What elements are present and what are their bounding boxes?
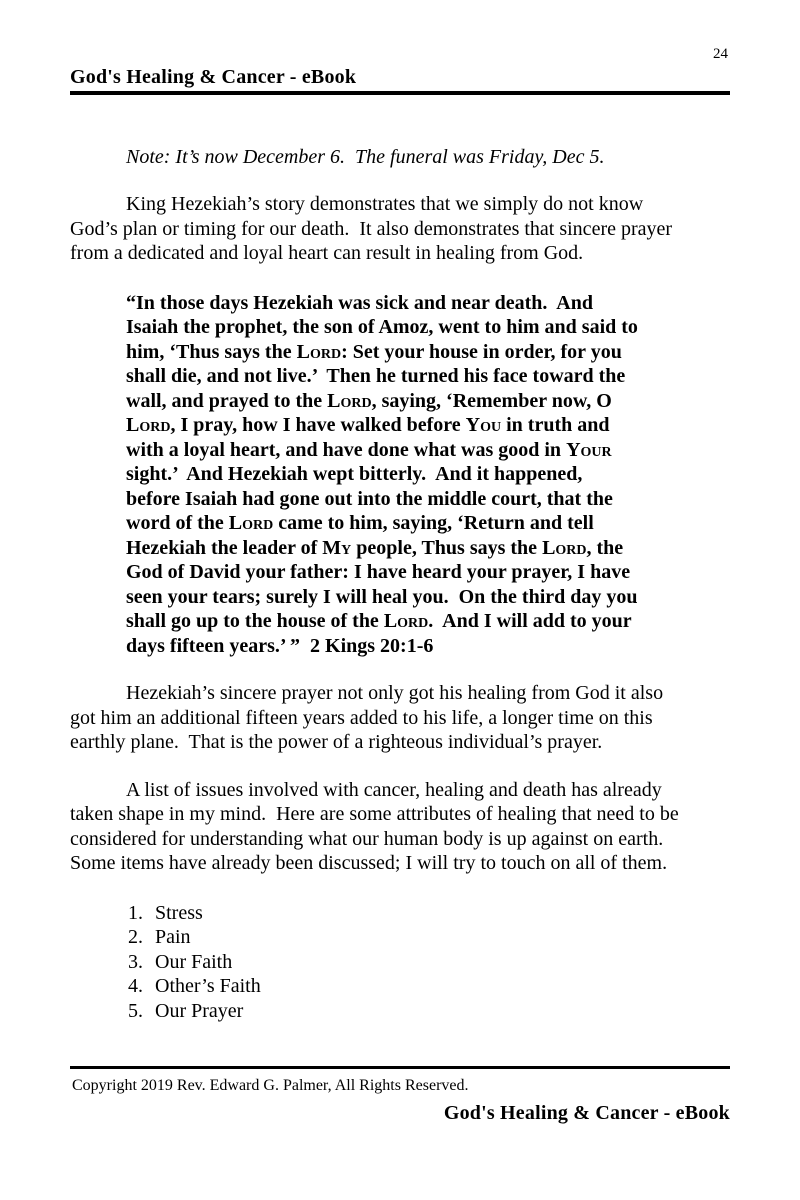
footer-rule: [70, 1066, 730, 1069]
page-footer: [70, 1066, 730, 1125]
smallcaps-word: You: [465, 414, 502, 436]
paragraph-line: God’s plan or timing for our death. It also demonstrates that sincere prayer: [70, 217, 673, 240]
list-item: [128, 950, 730, 975]
note-line: Note: It’s now December 6. The funeral was Friday, Dec 5.: [126, 146, 605, 168]
scripture-quote: [70, 291, 730, 659]
quote-line: Lord, I pray, how I have walked before You in truth and: [126, 414, 610, 436]
copyright-notice: Copyright 2019 Rev. Edward G. Palmer, All Rights Reserved.: [72, 1077, 469, 1094]
paragraph: [70, 681, 730, 755]
list-item-number: 4.: [128, 975, 143, 997]
smallcaps-word: Lord: [228, 512, 274, 534]
list-item-label: Other’s Faith: [155, 975, 261, 997]
list-item: [128, 925, 730, 950]
list-item-number: 1.: [128, 901, 143, 924]
list-item-label: Stress: [155, 901, 203, 924]
quote-line: word of the Lord came to him, saying, ‘Return and tell: [126, 512, 594, 534]
attributes-list: [70, 901, 730, 1024]
paragraph-line: Hezekiah’s sincere prayer not only got his healing from God it also: [126, 682, 664, 704]
paragraph-line: A list of issues involved with cancer, healing and death has already: [126, 778, 662, 801]
quote-line: God of David your father: I have heard your prayer, I have: [126, 561, 631, 583]
list-item: [128, 999, 730, 1024]
list-item: [128, 974, 730, 999]
quote-line: seen your tears; surely I will heal you. On the third day you: [126, 585, 638, 608]
list-item-number: 2.: [128, 926, 143, 948]
paragraph-line: King Hezekiah’s story demonstrates that we simply do not know: [126, 193, 644, 215]
list-item-number: 3.: [128, 950, 143, 973]
smallcaps-word: Lord: [327, 389, 372, 412]
quote-line: days fifteen years.’ ” 2 Kings 20:1-6: [126, 634, 434, 657]
quote-line: with a loyal heart, and have done what was good in Your: [126, 438, 612, 461]
list-item-label: Pain: [155, 926, 191, 948]
smallcaps-word: My: [322, 536, 352, 559]
quote-line: Hezekiah the leader of My people, Thus says the Lord, the: [126, 536, 624, 559]
quote-line: “In those days Hezekiah was sick and near death. And: [126, 291, 593, 314]
quote-line: shall die, and not live.’ Then he turned his face toward the: [126, 365, 626, 387]
paragraph-line: earthly plane. That is the power of a righteous individual’s prayer.: [70, 731, 603, 753]
paragraph: [70, 778, 730, 876]
paragraph-line: taken shape in my mind. Here are some attributes of healing that need to be: [70, 803, 679, 825]
header-rule: [70, 91, 730, 95]
quote-line: Isaiah the prophet, the son of Amoz, went to him and said to: [126, 316, 638, 338]
smallcaps-word: Lord: [383, 610, 429, 632]
smallcaps-word: Lord: [296, 340, 342, 363]
header-title: God's Healing & Cancer - eBook: [70, 66, 357, 88]
list-item-label: Our Prayer: [155, 999, 244, 1022]
smallcaps-word: Your: [566, 438, 612, 461]
smallcaps-word: Lord: [126, 414, 171, 436]
quote-line: before Isaiah had gone out into the middle court, that the: [126, 487, 613, 510]
quote-line: sight.’ And Hezekiah wept bitterly. And it happened,: [126, 463, 583, 485]
quote-line: shall go up to the house of the Lord. And I will add to your: [126, 610, 632, 632]
quote-line: wall, and prayed to the Lord, saying, ‘Remember now, O: [126, 389, 612, 412]
paragraph-line: got him an additional fifteen years added to his life, a longer time on this: [70, 706, 653, 729]
paragraph-line: Some items have already been discussed; I will try to touch on all of them.: [70, 852, 668, 874]
list-item-label: Our Faith: [155, 950, 233, 973]
quote-line: him, ‘Thus says the Lord: Set your house in order, for you: [126, 340, 622, 363]
list-item-number: 5.: [128, 999, 143, 1022]
paragraph: [70, 192, 730, 266]
paragraph-line: considered for understanding what our human body is up against on earth.: [70, 827, 664, 850]
list-item: [128, 901, 730, 926]
page-number: 24: [713, 46, 728, 62]
smallcaps-word: Lord: [542, 536, 587, 559]
footer-title: God's Healing & Cancer - eBook: [443, 1102, 730, 1124]
paragraph-line: from a dedicated and loyal heart can result in healing from God.: [70, 242, 584, 264]
